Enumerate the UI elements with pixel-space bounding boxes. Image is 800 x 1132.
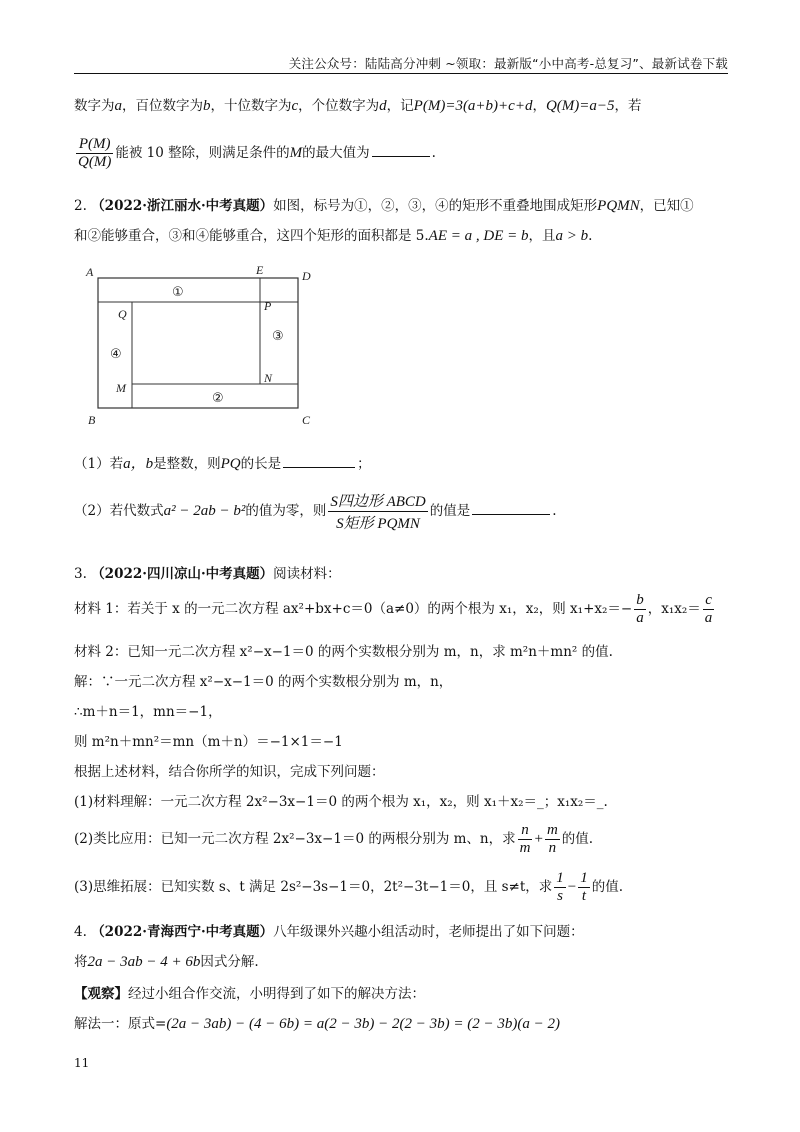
- expression: 2a − 3ab − 4 + 6b: [87, 954, 201, 970]
- text: （1）若: [74, 456, 124, 472]
- q2-line2: [74, 224, 592, 245]
- text: ，十位数字为: [210, 98, 292, 114]
- q2-part2: [74, 490, 557, 533]
- text: .: [588, 228, 593, 244]
- text: ，百位数字为: [122, 98, 203, 114]
- outer-rect-abcd: [98, 278, 298, 408]
- fraction-1-t: [578, 870, 590, 905]
- q4-observe: [74, 982, 425, 1002]
- frac-den: m: [519, 840, 531, 856]
- page-header: 关注公众号：陆陆高分冲刺 ~领取：最新版“小中高考-总复习”、最新试卷下载: [288, 56, 728, 71]
- expression: a² − 2ab − b²: [163, 503, 246, 519]
- q-definition: Q(M)=a−5: [545, 98, 615, 114]
- fraction-1-s: [554, 870, 566, 905]
- frac-den: t: [581, 888, 587, 904]
- answer-blank[interactable]: [283, 466, 355, 468]
- question-source: （2022·浙江丽水·中考真题）: [91, 198, 274, 214]
- label-b: B: [88, 413, 96, 427]
- fraction-c-a: [703, 592, 715, 627]
- frac-den: a: [704, 610, 713, 626]
- var-m: M: [289, 145, 303, 161]
- frac-den: a: [636, 610, 644, 626]
- var-d: d: [379, 98, 387, 114]
- text: 的长是: [240, 456, 282, 472]
- condition-2: a > b: [555, 228, 589, 244]
- text: 八年级课外兴趣小组活动时，老师提出了如下问题：: [273, 924, 584, 940]
- label-n: N: [264, 371, 273, 385]
- label-q: Q: [118, 307, 127, 321]
- label-e: E: [256, 263, 264, 277]
- q3-solution2: ∴m＋n＝1，mn＝−1，: [74, 704, 222, 720]
- text: .: [552, 503, 557, 519]
- text: ，且: [528, 228, 556, 244]
- condition: AE = a , DE = b: [428, 228, 529, 244]
- text: 是整数，则: [153, 456, 221, 472]
- text: 和②能够重合，③和④能够重合，这四个矩形的面积都是 5.: [74, 228, 429, 244]
- text: 经过小组合作交流，小明得到了如下的解决方法：: [128, 986, 425, 1002]
- frac-num: 1: [556, 870, 564, 886]
- label-rect3: ③: [272, 329, 284, 344]
- question-source: （2022·四川凉山·中考真题）: [91, 566, 274, 582]
- q3-material1: [74, 592, 716, 627]
- var-ab: a，b: [123, 456, 154, 472]
- q3-part3: [74, 870, 623, 905]
- text: 的值.: [591, 879, 624, 895]
- frac-num: b: [636, 592, 644, 608]
- text: (3)思维拓展：已知实数 s、t 满足 2s²−3s−1＝0，2t²−3t−1＝0，且 s≠t，求: [74, 879, 553, 895]
- label-a: A: [86, 265, 94, 279]
- area-ratio-fraction: [328, 490, 427, 533]
- text: （2）若代数式: [74, 503, 164, 519]
- text: 的最大值为: [302, 145, 370, 161]
- text: 如图，标号为①，②，③，④的矩形不重叠地围成矩形: [273, 198, 598, 214]
- frac-den: S矩形 PQMN: [336, 516, 420, 532]
- fraction-m-n: [545, 822, 560, 857]
- var-b: b: [203, 98, 211, 114]
- plus-sign: +: [534, 831, 543, 847]
- q3-task: 根据上述材料，结合你所学的知识，完成下列问题：: [74, 764, 385, 780]
- q3-solution1: 解：∵一元二次方程 x²−x−1＝0 的两个实数根分别为 m，n，: [74, 674, 453, 690]
- observe-tag: 【观察】: [74, 986, 128, 1002]
- frac-num: 1: [580, 870, 588, 886]
- text: ；: [357, 456, 371, 472]
- label-rect4: ④: [110, 347, 122, 362]
- header-rule: [74, 73, 728, 74]
- text: .: [431, 145, 436, 161]
- frac-den: s: [557, 888, 563, 904]
- q2-part1: [74, 452, 371, 473]
- var-a: a: [114, 98, 122, 114]
- q2-line1: [74, 194, 694, 215]
- pq-fraction: [76, 136, 113, 171]
- text: 材料 1：若关于 x 的一元二次方程 ax²+bx+c＝0（a≠0）的两个根为 x₁，x₂，则 x₁+x₂＝−: [74, 601, 633, 617]
- text: 的值为零，则: [245, 503, 327, 519]
- text: 因式分解.: [200, 954, 259, 970]
- question-number: 3.: [74, 566, 87, 582]
- frac-num: S四边形 ABCD: [328, 490, 427, 512]
- label-c: C: [302, 413, 311, 427]
- text: 将: [74, 954, 88, 970]
- rectangle-figure: [84, 262, 324, 432]
- q3-part2: [74, 822, 593, 857]
- label-rect1: ①: [172, 285, 184, 300]
- rect-name: PQMN: [597, 198, 640, 214]
- p-definition: P(M)=3(a+b)+c+d: [413, 98, 533, 114]
- text: ，记: [386, 98, 414, 114]
- text: 的值是: [429, 503, 471, 519]
- question-number: 2.: [74, 198, 87, 214]
- q4-solution: [74, 1012, 560, 1033]
- q4-line2: [74, 950, 259, 971]
- text: 解法一：原式=: [74, 1016, 167, 1032]
- var-c: c: [291, 98, 299, 114]
- text: 的值.: [561, 831, 594, 847]
- frac-num: P(M): [76, 136, 113, 154]
- text: ，已知①: [639, 198, 694, 214]
- text: ，个位数字为: [298, 98, 380, 114]
- q3-line1: [74, 562, 341, 582]
- frac-num: c: [703, 592, 715, 610]
- question-number: 4.: [74, 924, 87, 940]
- frac-den: n: [548, 840, 557, 856]
- var-pq: PQ: [220, 456, 241, 472]
- minus-sign: −: [567, 879, 577, 895]
- label-d: D: [302, 269, 311, 283]
- text: (2)类比应用：已知一元二次方程 2x²−3x−1＝0 的两根分别为 m、n，求: [74, 831, 516, 847]
- fraction-n-m: [518, 822, 533, 857]
- fraction-b-a: [634, 592, 646, 627]
- solution-expression: (2a − 3ab) − (4 − 6b) = a(2 − 3b) − 2(2 − 3b) = (2 − 3b)(a − 2): [166, 1016, 560, 1032]
- q3-part1: (1)材料理解：一元二次方程 2x²−3x−1＝0 的两个根为 x₁，x₂，则 x₁＋x₂＝_；x₁x₂＝_.: [74, 794, 608, 810]
- label-rect2: ②: [212, 391, 224, 406]
- q3-solution3: 则 m²n＋mn²＝mn（m＋n）＝−1×1＝−1: [74, 734, 343, 750]
- text: 能被 10 整除，则满足条件的: [115, 145, 290, 161]
- question-source: （2022·青海西宁·中考真题）: [91, 924, 274, 940]
- q3-material2: 材料 2：已知一元二次方程 x²−x−1＝0 的两个实数根分别为 m，n，求 m²n＋mn² 的值.: [74, 644, 613, 660]
- text: 阅读材料：: [273, 566, 341, 582]
- text: ，若: [614, 98, 642, 114]
- answer-blank[interactable]: [372, 155, 430, 157]
- frac-num: m: [546, 822, 558, 838]
- frac-num: n: [518, 822, 533, 840]
- label-m: M: [116, 381, 126, 395]
- text: 数字为: [74, 98, 115, 114]
- q1-line2: [74, 136, 436, 171]
- label-p: P: [264, 299, 272, 313]
- page-number: 11: [74, 1056, 90, 1070]
- text: ，x₁x₂＝: [647, 601, 701, 617]
- answer-blank[interactable]: [472, 513, 550, 515]
- q4-line1: [74, 920, 584, 940]
- q1-line1: 数字为a，百位数字为b，十位数字为c，个位数字为d，记P(M)=3(a+b)+c+d，Q(M)=a−5，若: [74, 98, 642, 114]
- frac-den: Q(M): [78, 154, 112, 170]
